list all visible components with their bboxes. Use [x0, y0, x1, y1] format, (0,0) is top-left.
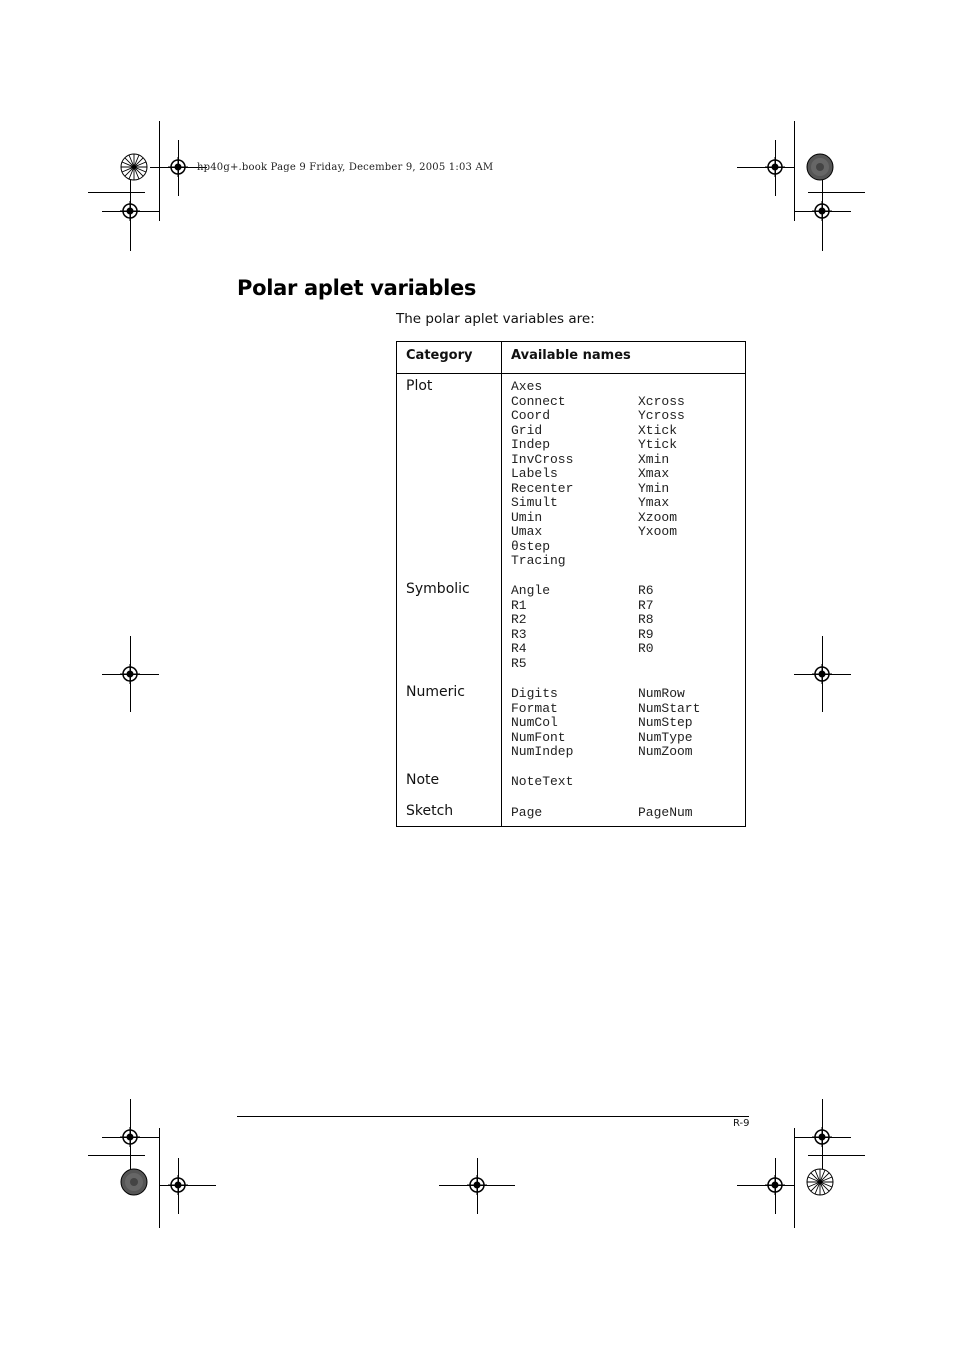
registration-mark-icon	[120, 1127, 140, 1147]
symbolic-names-col1	[511, 584, 550, 671]
list-item: NumRow	[638, 686, 685, 701]
header-divider	[397, 373, 745, 374]
list-item: NumStep	[638, 715, 693, 730]
list-item: Angle	[511, 583, 551, 598]
list-item: Xzoom	[638, 509, 678, 525]
list-item: Digits	[511, 686, 558, 701]
list-item: R2	[511, 612, 527, 627]
note-names-col1	[511, 775, 573, 790]
list-item: Axes	[511, 379, 543, 394]
list-item: R8	[638, 612, 654, 627]
running-head: hp40g+.book Page 9 Friday, December 9, 2005 1:03 AM	[197, 162, 494, 173]
category-symbolic: Symbolic	[406, 581, 470, 597]
list-item: Ymin	[638, 480, 670, 496]
list-item: NumFont	[511, 729, 566, 745]
list-item: PageNum	[638, 805, 693, 820]
registration-mark-icon	[120, 201, 140, 221]
category-plot: Plot	[406, 378, 433, 394]
list-item: Format	[511, 700, 558, 716]
registration-mark-icon	[765, 157, 785, 177]
symbolic-names-col2	[638, 584, 654, 657]
list-item: Labels	[511, 466, 558, 481]
list-item: Ycross	[638, 408, 685, 423]
list-item: NumCol	[511, 715, 558, 730]
list-item: Page	[511, 805, 543, 820]
registration-mark-icon	[812, 201, 832, 221]
rosette-mark-icon	[120, 1168, 148, 1196]
list-item: R3	[511, 626, 527, 642]
list-item: Recenter	[511, 480, 574, 496]
rosette-mark-icon	[806, 1168, 834, 1196]
plot-names-col2	[638, 380, 685, 540]
rosette-mark-icon	[120, 153, 148, 181]
list-item: Connect	[511, 393, 566, 409]
list-item: Grid	[511, 422, 543, 438]
list-item: NumStart	[638, 700, 701, 716]
list-item: NumZoom	[638, 744, 693, 759]
list-item: Xmax	[638, 466, 670, 481]
numeric-names-col2	[638, 687, 700, 760]
category-note: Note	[406, 772, 440, 788]
list-item: R0	[638, 641, 654, 656]
list-item: InvCross	[511, 451, 574, 467]
sketch-names-col1	[511, 806, 542, 821]
registration-mark-icon	[765, 1175, 785, 1195]
list-item: Coord	[511, 408, 551, 423]
variables-table	[396, 341, 746, 827]
list-item: R6	[638, 583, 654, 598]
list-item: Xmin	[638, 451, 670, 467]
intro-text: The polar aplet variables are:	[396, 311, 595, 327]
list-item: Simult	[511, 495, 558, 510]
section-title: Polar aplet variables	[237, 276, 477, 300]
list-item: Ymax	[638, 495, 670, 510]
column-header-category: Category	[406, 348, 473, 363]
list-item: R9	[638, 626, 654, 642]
column-divider	[501, 342, 502, 826]
list-item: Xcross	[638, 393, 685, 409]
list-item: Yxoom	[638, 524, 678, 539]
registration-mark-icon	[467, 1175, 487, 1195]
registration-mark-icon	[168, 157, 188, 177]
list-item: Xtick	[638, 422, 678, 438]
list-item: θstep	[511, 538, 551, 554]
column-header-names: Available names	[511, 348, 631, 363]
list-item: R5	[511, 655, 527, 671]
registration-mark-icon	[120, 664, 140, 684]
list-item: NumIndep	[511, 744, 574, 759]
list-item: Indep	[511, 437, 551, 452]
footer-rule	[237, 1116, 749, 1117]
sketch-names-col2	[638, 806, 693, 821]
list-item: NumType	[638, 729, 693, 745]
numeric-names-col1	[511, 687, 573, 760]
page-number: R-9	[733, 1118, 750, 1129]
category-sketch: Sketch	[406, 803, 454, 819]
registration-mark-icon	[812, 664, 832, 684]
list-item: R1	[511, 597, 527, 613]
list-item: NoteText	[511, 774, 574, 789]
rosette-mark-icon	[806, 153, 834, 181]
list-item: Ytick	[638, 437, 678, 452]
list-item: Umax	[511, 524, 543, 539]
list-item	[638, 380, 685, 395]
list-item: R7	[638, 597, 654, 613]
registration-mark-icon	[812, 1127, 832, 1147]
category-numeric: Numeric	[406, 684, 465, 700]
list-item: R4	[511, 641, 527, 656]
plot-names-col1	[511, 380, 573, 569]
list-item: Tracing	[511, 553, 566, 568]
list-item: Umin	[511, 509, 543, 525]
registration-mark-icon	[168, 1175, 188, 1195]
